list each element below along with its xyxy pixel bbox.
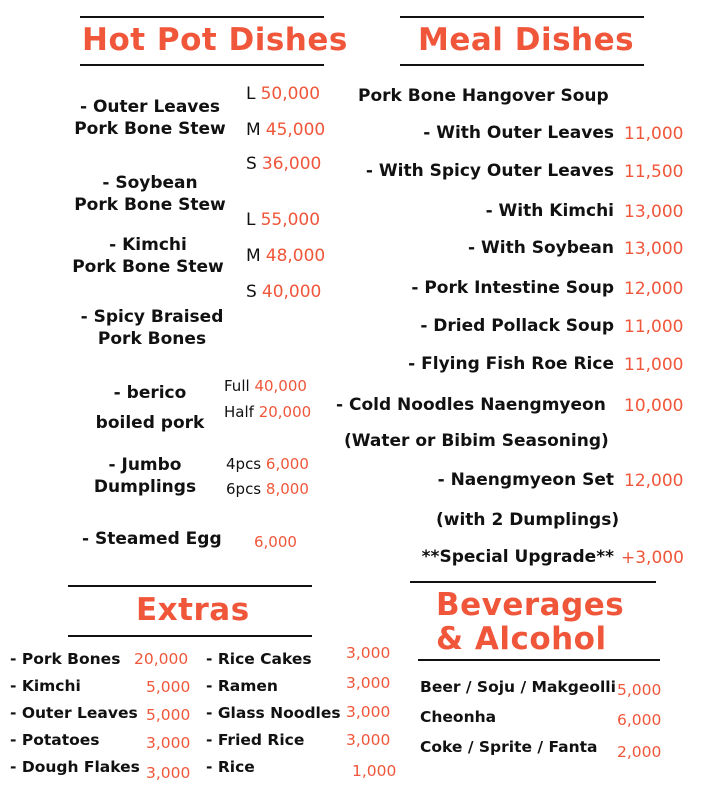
meal-item-name: - Flying Fish Roe Rice <box>408 354 614 374</box>
size-label: M <box>246 246 261 266</box>
extra-item-price: 20,000 <box>134 650 189 668</box>
meal-special-upgrade: **Special Upgrade** <box>421 547 614 567</box>
extra-item-price: 3,000 <box>346 644 391 662</box>
extra-item-name: - Fried Rice <box>206 731 305 749</box>
extra-item-name: - Potatoes <box>10 731 100 749</box>
meal-naengmyeon-set: - Naengmyeon Set <box>437 470 614 490</box>
price: 48,000 <box>265 246 326 266</box>
dish-name-line2: Dumplings <box>93 477 197 497</box>
extra-item-price: 3,000 <box>346 674 391 692</box>
price-row-s1 <box>246 154 321 174</box>
beverages-bottom-rule <box>418 659 660 661</box>
dish-jumbo-dumplings <box>80 454 210 498</box>
price-row-l1 <box>246 84 320 104</box>
price-row-s2 <box>246 282 321 302</box>
price: 20,000 <box>258 403 312 421</box>
extra-item-price: 5,000 <box>146 678 191 696</box>
size-label: S <box>246 154 257 174</box>
price: 40,000 <box>254 377 307 395</box>
hotpot-bottom-rule <box>80 64 324 66</box>
dish-name-line1: - Kimchi <box>109 235 187 255</box>
meal-item-name: - With Soybean <box>468 238 614 258</box>
meal-item-price: 12,000 <box>624 279 684 299</box>
price-row-m1 <box>246 120 325 140</box>
meal-item-price: 11,000 <box>624 124 684 144</box>
meal-bottom-rule <box>400 64 644 66</box>
beverages-title-line1: Beverages <box>436 587 625 623</box>
price-row-m2 <box>246 246 325 266</box>
size-label: L <box>246 84 256 104</box>
portion-label: Half <box>224 403 254 421</box>
meal-cold-noodles-note: (Water or Bibim Seasoning) <box>344 431 609 451</box>
dish-name-line1: - Soybean <box>102 173 198 193</box>
dish-name-line1: - Jumbo <box>108 455 182 475</box>
dish-name-line2: Pork Bone Stew <box>74 195 226 215</box>
price: 40,000 <box>261 282 322 302</box>
meal-cold-noodles-price: 10,000 <box>624 396 684 416</box>
dish-name-line2: Pork Bone Stew <box>72 257 224 277</box>
beverages-top-rule <box>410 581 656 583</box>
extras-bottom-rule <box>68 635 312 637</box>
dish-kimchi-stew <box>68 234 228 278</box>
price: 55,000 <box>260 210 321 230</box>
extra-item-name: - Kimchi <box>10 677 81 695</box>
meal-item-name: - With Outer Leaves <box>423 123 614 143</box>
beverage-item-price: 6,000 <box>617 711 662 729</box>
beverage-item-name: Coke / Sprite / Fanta <box>420 738 598 756</box>
extra-item-price: 3,000 <box>346 703 391 721</box>
meal-naengmyeon-set-price: 12,000 <box>624 471 684 491</box>
meal-item-name: - Pork Intestine Soup <box>411 278 614 298</box>
berico-half <box>224 403 311 421</box>
beverage-item-name: Beer / Soju / Makgeolli <box>420 678 616 696</box>
meal-special-upgrade-price: +3,000 <box>621 548 684 568</box>
extra-item-name: - Glass Noodles <box>206 704 341 722</box>
meal-item-name: - Dried Pollack Soup <box>420 316 614 336</box>
dish-name-line2: Pork Bone Stew <box>74 119 226 139</box>
price: 8,000 <box>265 480 309 498</box>
extra-item-name: - Rice <box>206 758 255 776</box>
meal-item-price: 11,000 <box>624 317 684 337</box>
portion-label: 4pcs <box>226 455 262 473</box>
dish-name-line1: - berico <box>113 383 187 403</box>
beverage-item-name: Cheonha <box>420 708 497 726</box>
beverage-item-price: 2,000 <box>617 743 662 761</box>
meal-item-name: - With Spicy Outer Leaves <box>365 161 614 181</box>
portion-label: 6pcs <box>226 480 262 498</box>
extra-item-price: 5,000 <box>146 706 191 724</box>
extras-title: Extras <box>136 592 250 628</box>
dish-berico <box>80 378 220 438</box>
meal-title: Meal Dishes <box>418 22 635 58</box>
price: 45,000 <box>265 120 326 140</box>
beverages-title-line2: & Alcohol <box>436 621 607 657</box>
size-label: M <box>246 120 261 140</box>
size-label: S <box>246 282 257 302</box>
dish-name-line1: - Outer Leaves <box>79 97 221 117</box>
dish-steamed-egg: - Steamed Egg <box>82 529 222 549</box>
steamed-egg-price: 6,000 <box>254 533 297 551</box>
meal-pork-bone-soup: Pork Bone Hangover Soup <box>358 86 609 106</box>
hotpot-top-rule <box>80 16 324 18</box>
dish-spicy-braised <box>72 306 232 350</box>
extra-item-name: - Rice Cakes <box>206 650 312 668</box>
price: 6,000 <box>265 455 309 473</box>
dumplings-6pcs <box>226 480 309 498</box>
extra-item-price: 3,000 <box>146 734 191 752</box>
extra-item-name: - Ramen <box>206 677 278 695</box>
meal-cold-noodles: - Cold Noodles Naengmyeon <box>336 395 606 415</box>
berico-full <box>224 377 307 395</box>
meal-item-name: - With Kimchi <box>485 201 614 221</box>
meal-item-price: 13,000 <box>624 202 684 222</box>
extra-item-name: - Dough Flakes <box>10 758 140 776</box>
extras-top-rule <box>68 585 312 587</box>
dish-name-line2: boiled pork <box>95 413 205 433</box>
dish-soybean-stew <box>70 172 230 216</box>
hotpot-title: Hot Pot Dishes <box>82 22 348 58</box>
extra-item-name: - Outer Leaves <box>10 704 138 722</box>
meal-item-price: 13,000 <box>624 239 684 259</box>
meal-item-price: 11,500 <box>624 162 684 182</box>
beverage-item-price: 5,000 <box>617 681 662 699</box>
extra-item-price: 3,000 <box>146 764 191 782</box>
meal-item-price: 11,000 <box>624 355 684 375</box>
portion-label: Full <box>224 377 250 395</box>
dish-name-line2: Pork Bones <box>97 329 207 349</box>
price-row-l2 <box>246 210 320 230</box>
dish-outer-leaves-stew <box>70 96 230 140</box>
dish-name-line1: - Spicy Braised <box>80 307 224 327</box>
extra-item-name: - Pork Bones <box>10 650 121 668</box>
price: 36,000 <box>261 154 322 174</box>
extra-item-price: 3,000 <box>346 731 391 749</box>
extra-item-price: 1,000 <box>352 762 397 780</box>
size-label: L <box>246 210 256 230</box>
dumplings-4pcs <box>226 455 309 473</box>
meal-top-rule <box>400 16 644 18</box>
beverages-title <box>436 588 624 656</box>
price: 50,000 <box>260 84 321 104</box>
meal-naengmyeon-set-note: (with 2 Dumplings) <box>436 510 620 530</box>
